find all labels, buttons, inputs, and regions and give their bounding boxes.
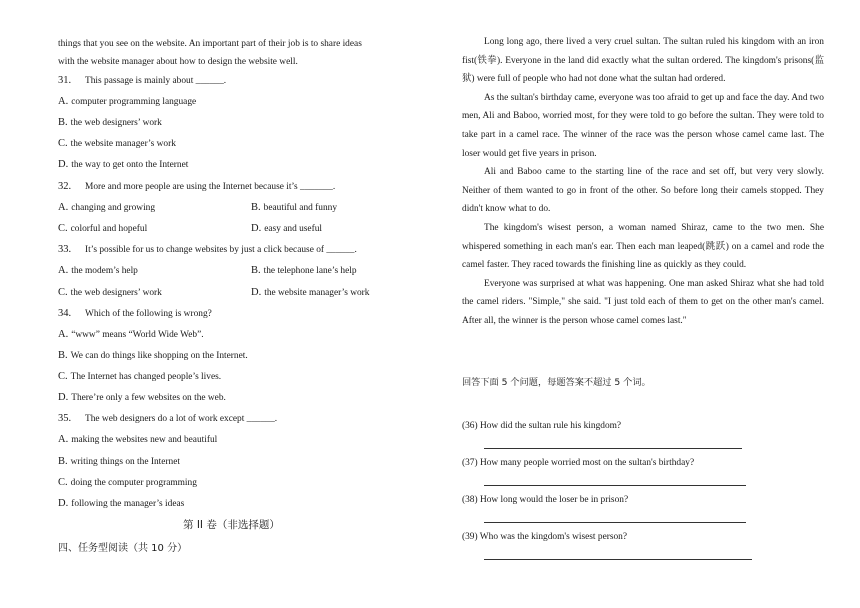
option-35b[interactable]: B. writing things on the Internet	[58, 456, 180, 467]
answer-blank-39[interactable]	[484, 559, 752, 560]
option-31a[interactable]: A. computer programming language	[58, 96, 197, 107]
option-31c[interactable]: C. the website manager’s work	[58, 138, 176, 149]
question-text: More and more people are using the Internet because it’s _______.	[85, 182, 336, 192]
question-text: Which of the following is wrong?	[85, 309, 212, 319]
question-35-stem	[58, 413, 277, 425]
question-37: (37) How many people worried most on the sultan's birthday?	[462, 458, 695, 468]
passage-paragraph: The kingdom's wisest person, a woman named Shiraz, came to the two men. She whispered something in each man's ear. Then each man leaped(跳跃) on a camel and rode the camel faster. They raced towards the finishing line as quickly as they could.	[462, 222, 824, 271]
question-number: 35.	[58, 413, 72, 424]
question-34-stem	[58, 308, 212, 320]
option-33b[interactable]: B. the telephone lane’s help	[251, 265, 357, 276]
option-31b[interactable]: B. the web designers’ work	[58, 117, 162, 128]
question-text: It’s possible for us to change websites by just a click because of ______.	[85, 245, 357, 255]
option-34d[interactable]: D. There’re only a few websites on the web.	[58, 392, 226, 403]
question-number: 34.	[58, 308, 72, 319]
question-38: (38) How long would the loser be in prison?	[462, 495, 629, 505]
option-35a[interactable]: A. making the websites new and beautiful	[58, 434, 218, 445]
option-32d[interactable]: D. easy and useful	[251, 223, 323, 234]
question-36: (36) How did the sultan rule his kingdom?	[462, 421, 622, 431]
question-39: (39) Who was the kingdom's wisest person?	[462, 532, 628, 542]
option-34c[interactable]: C. The Internet has changed people’s lives.	[58, 371, 222, 382]
option-33d[interactable]: D. the website manager’s work	[251, 287, 370, 298]
question-number: 32.	[58, 181, 72, 192]
intro-line: with the website manager about how to design the website well.	[58, 57, 298, 67]
answer-blank-38[interactable]	[484, 522, 746, 523]
question-number: 33.	[58, 244, 72, 255]
option-32c[interactable]: C. colorful and hopeful	[58, 223, 148, 234]
section-title: 第 II 卷（非选择题）	[183, 519, 280, 531]
option-34b[interactable]: B. We can do things like shopping on the Internet.	[58, 350, 248, 361]
answer-instruction: 回答下面 5 个问题，每题答案不超过 5 个词。	[462, 377, 651, 388]
passage-paragraph: Everyone was surprised at what was happening. One man asked Shiraz what she had told the camel riders. "Simple," she said. "I just told each of them to get on the other man's camel. After all, the winner is the person whose camel comes last."	[462, 278, 824, 326]
intro-line: things that you see on the website. An important part of their job is to share ideas	[58, 39, 362, 49]
option-33c[interactable]: C. the web designers’ work	[58, 287, 162, 298]
option-35d[interactable]: D. following the manager’s ideas	[58, 498, 185, 509]
passage-paragraph: As the sultan's birthday came, everyone was too afraid to get up and face the day. And two men, Ali and Baboo, worried most, for they were told to go before the sultan. They were told to take part in a camel race. The winner of the race was the person whose camel came last. The loser would get five years in prison.	[462, 92, 824, 159]
passage-paragraph: Ali and Baboo came to the starting line of the race and set off, but very very slowly. Neither of them wanted to go in front of the other. So before long their camels stopped. They didn't know what to do.	[462, 167, 824, 215]
question-32-stem	[58, 181, 335, 193]
option-34a[interactable]: A. “www” means “World Wide Web”.	[58, 329, 204, 340]
question-number: 31.	[58, 75, 72, 86]
option-32a[interactable]: A. changing and growing	[58, 202, 156, 213]
option-31d[interactable]: D. the way to get onto the Internet	[58, 159, 189, 170]
answer-blank-37[interactable]	[484, 485, 746, 486]
passage-paragraph: Long long ago, there lived a very cruel sultan. The sultan ruled his kingdom with an iron fist(铁拳). Everyone in the land did exactly what the sultan ordered. The kingdom's prisons(监狱) were full of people who had not done what the sultan had ordered.	[462, 37, 824, 85]
option-35c[interactable]: C. doing the computer programming	[58, 477, 197, 488]
question-31-stem	[58, 75, 226, 87]
answer-blank-36[interactable]	[484, 448, 742, 449]
part-title: 四、任务型阅读（共 10 分）	[58, 543, 188, 554]
option-32b[interactable]: B. beautiful and funny	[251, 202, 338, 213]
question-text: The web designers do a lot of work except ______.	[85, 414, 278, 424]
question-text: This passage is mainly about ______.	[85, 76, 227, 86]
reading-passage	[462, 33, 824, 331]
question-33-stem	[58, 244, 357, 256]
option-33a[interactable]: A. the modem’s help	[58, 265, 138, 276]
